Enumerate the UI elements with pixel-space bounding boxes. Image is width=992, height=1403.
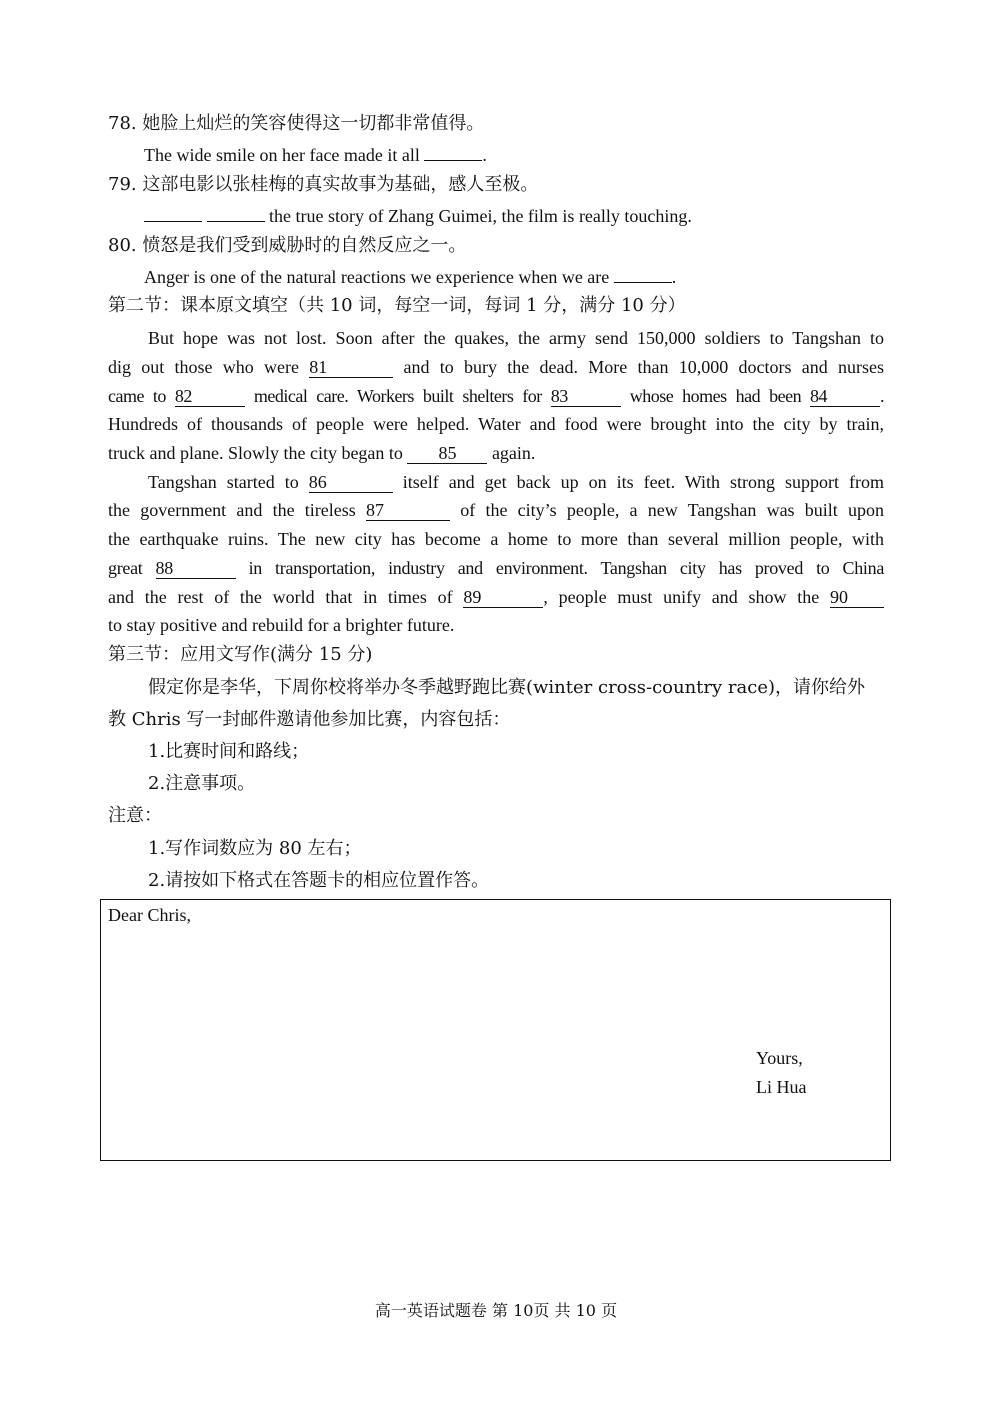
cloze-blank-87[interactable]: 87 xyxy=(366,500,450,521)
passage-text: . xyxy=(880,386,885,406)
note-item: 1.写作词数应为 80 左右； xyxy=(148,838,362,859)
passage-text: dig out those who were xyxy=(108,357,299,377)
passage-text: medical care. Workers built shelters for xyxy=(253,386,542,406)
passage-text: itself and get back up on its feet. With strong support from xyxy=(402,472,885,492)
passage-text: the government and the tireless xyxy=(108,500,356,520)
passage-text: again. xyxy=(491,443,536,463)
question-number: 78. xyxy=(108,113,137,134)
passage-line: the earthquake ruins. The new city has become a home to more than several million people, with xyxy=(108,529,884,549)
letter-greeting: Dear Chris, xyxy=(108,905,191,925)
section-heading: 第二节：课本原文填空（共 10 词，每空一词，每词 1 分，满分 10 分） xyxy=(108,295,686,316)
cloze-blank-90[interactable]: 90 xyxy=(830,587,884,608)
translation-line-79 xyxy=(144,204,692,228)
letter-closing: Yours, xyxy=(756,1048,803,1068)
passage-text: and to bury the dead. More than 10,000 doctors and nurses xyxy=(403,357,885,377)
question-number: 79. xyxy=(108,174,137,195)
chinese-sentence: 愤怒是我们受到威胁时的自然反应之一。 xyxy=(142,235,467,256)
answer-blank[interactable] xyxy=(144,221,202,222)
letter-signature: Li Hua xyxy=(756,1077,807,1097)
passage-line: to stay positive and rebuild for a brighter future. xyxy=(108,615,455,635)
passage-line: Hundreds of thousands of people were helped. Water and food were brought into the city by train, xyxy=(108,414,884,434)
english-sentence: Anger is one of the natural reactions we experience when we are xyxy=(144,267,610,287)
answer-blank[interactable] xyxy=(207,221,265,222)
note-item: 2.请按如下格式在答题卡的相应位置作答。 xyxy=(148,870,490,891)
english-sentence-end: . xyxy=(671,267,677,287)
answer-blank[interactable] xyxy=(614,282,672,283)
passage-line: But hope was not lost. Soon after the quakes, the army send 150,000 soldiers to Tangshan to xyxy=(148,328,884,348)
cloze-blank-84[interactable]: 84 xyxy=(810,386,880,407)
passage-line xyxy=(148,470,884,494)
passage-text: Tangshan started to xyxy=(148,472,299,492)
writing-prompt: 假定你是李华，下周你校将举办冬季越野跑比赛(winter cross-country race)，请你给外 xyxy=(148,677,865,698)
passage-line xyxy=(108,556,884,580)
passage-line xyxy=(108,441,535,465)
cloze-blank-82[interactable]: 82 xyxy=(175,386,245,407)
answer-blank[interactable] xyxy=(424,160,482,161)
passage-text: whose homes had been xyxy=(629,386,802,406)
passage-line xyxy=(108,355,884,379)
cloze-blank-83[interactable]: 83 xyxy=(551,386,621,407)
writing-prompt: 教 Chris 写一封邮件邀请他参加比赛，内容包括： xyxy=(108,709,511,730)
passage-line xyxy=(108,384,884,408)
chinese-sentence: 这部电影以张桂梅的真实故事为基础，感人至极。 xyxy=(142,174,539,195)
content-item: 2.注意事项。 xyxy=(148,773,256,794)
page-footer: 高一英语试题卷 第 10页 共 10 页 xyxy=(374,1301,618,1320)
passage-line xyxy=(108,498,884,522)
passage-text: truck and plane. Slowly the city began to xyxy=(108,443,403,463)
question-78 xyxy=(108,112,484,136)
passage-text: and the rest of the world that in times of xyxy=(108,587,453,607)
question-79 xyxy=(108,173,538,197)
passage-line xyxy=(108,585,884,609)
translation-line-78 xyxy=(144,143,487,167)
passage-text: came to xyxy=(108,386,166,406)
translation-line-80 xyxy=(144,265,676,289)
letter-answer-box[interactable] xyxy=(100,899,891,1161)
cloze-blank-85[interactable]: 85 xyxy=(407,443,487,464)
passage-text: in transportation, industry and environment. Tangshan city has proved to China xyxy=(248,558,885,578)
cloze-blank-89[interactable]: 89 xyxy=(463,587,543,608)
section-heading: 第三节：应用文写作(满分 15 分) xyxy=(108,644,373,665)
notes-label: 注意： xyxy=(108,805,162,826)
chinese-sentence: 她脸上灿烂的笑容使得这一切都非常值得。 xyxy=(142,113,485,134)
question-80 xyxy=(108,234,466,258)
english-sentence: the true story of Zhang Guimei, the film is really touching. xyxy=(269,206,692,226)
passage-text: of the city’s people, a new Tangshan was built upon xyxy=(460,500,884,520)
english-sentence: The wide smile on her face made it all xyxy=(144,145,420,165)
cloze-blank-86[interactable]: 86 xyxy=(309,472,393,493)
content-item: 1.比赛时间和路线； xyxy=(148,741,310,762)
question-number: 80. xyxy=(108,235,137,256)
cloze-blank-88[interactable]: 88 xyxy=(156,558,236,579)
passage-text: , people must unify and show the xyxy=(543,587,820,607)
english-sentence-end: . xyxy=(482,145,487,165)
cloze-blank-81[interactable]: 81 xyxy=(309,357,393,378)
passage-text: great xyxy=(108,558,143,578)
